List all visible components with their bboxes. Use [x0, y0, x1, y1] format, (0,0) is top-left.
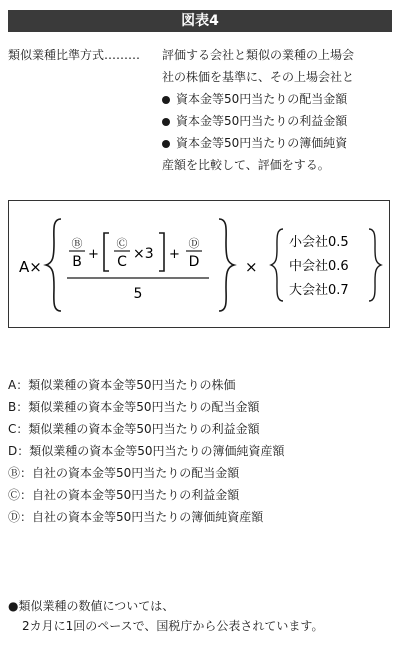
d-self: Ⓓ [188, 237, 200, 250]
c-self: Ⓒ [116, 237, 128, 250]
method-item [162, 110, 392, 132]
formula-prefix: A× [19, 258, 42, 276]
b-self: Ⓑ [71, 237, 83, 250]
b-industry: B [72, 254, 82, 270]
definition-item: Ⓒ：自社の資本金等50円当たりの利益金額 [8, 488, 240, 502]
method-line: 社の株価を基準に、その上場会社と [162, 70, 355, 84]
times-three: ×3 [133, 246, 154, 262]
formula-box [8, 200, 390, 328]
formula [9, 201, 389, 327]
definitions-list [8, 374, 392, 528]
size-small: 小会社0.5 [289, 235, 349, 250]
method-term: 類似業種比準方式……… [8, 48, 141, 62]
size-medium: 中会社0.6 [289, 259, 349, 274]
footnote [8, 596, 323, 636]
times-sign: × [245, 258, 258, 276]
definition-item: C：類似業種の資本金等50円当たりの利益金額 [8, 422, 260, 436]
d-industry: D [188, 254, 200, 270]
bullet-icon [162, 140, 170, 148]
method-line: 産額を比較して、評価をする。 [162, 158, 330, 172]
left-bracket-icon [104, 233, 109, 271]
definition-item: B：類似業種の資本金等50円当たりの配当金額 [8, 400, 260, 414]
method-item-text: 資本金等50円当たりの配当金額 [176, 92, 348, 106]
figure-title: 図表4 [8, 10, 392, 32]
right-bracket-icon [159, 233, 164, 271]
plus-sign: + [169, 247, 180, 262]
definition-item: Ⓑ：自社の資本金等50円当たりの配当金額 [8, 466, 240, 480]
bullet-icon [162, 96, 170, 104]
method-item [162, 132, 392, 154]
size-large: 大会社0.7 [289, 283, 349, 298]
left-brace-icon [271, 229, 283, 301]
left-brace-icon [46, 219, 61, 311]
right-brace-icon [219, 219, 234, 311]
c-industry: C [117, 254, 127, 270]
method-item-text: 資本金等50円当たりの簿価純資 [176, 136, 348, 150]
method-item [162, 88, 392, 110]
definition-item: D：類似業種の資本金等50円当たりの簿価純資産額 [8, 444, 285, 458]
footnote-line: 2カ月に1回のペースで、国税庁から公表されています。 [22, 619, 324, 633]
footnote-line: ●類似業種の数値については、 [8, 599, 175, 613]
denominator: 5 [133, 286, 143, 302]
method-line: 評価する会社と類似の業種の上場会 [162, 48, 355, 62]
bullet-icon [162, 118, 170, 126]
plus-sign: + [88, 247, 99, 262]
definition-item: Ⓓ：自社の資本金等50円当たりの簿価純資産額 [8, 510, 264, 524]
definition-item: A：類似業種の資本金等50円当たりの株価 [8, 378, 236, 392]
method-item-text: 資本金等50円当たりの利益金額 [176, 114, 348, 128]
right-brace-icon [369, 229, 381, 301]
